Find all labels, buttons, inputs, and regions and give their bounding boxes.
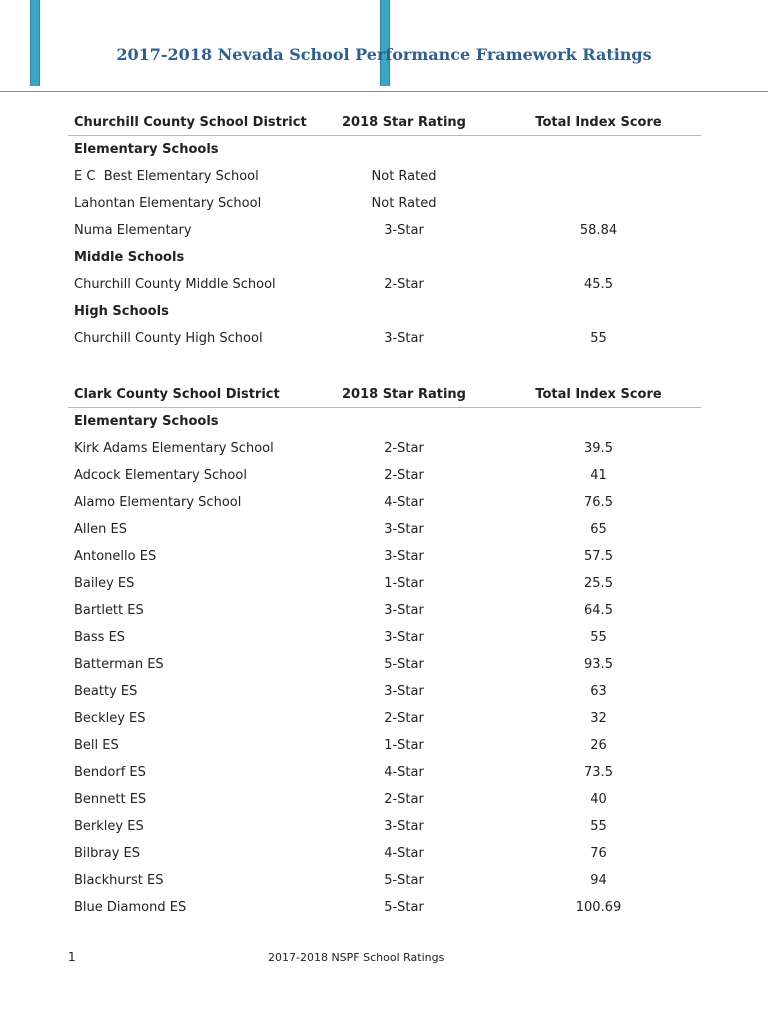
star-rating: Not Rated bbox=[371, 169, 437, 184]
school-name: Numa Elementary bbox=[74, 223, 192, 238]
table-row bbox=[68, 651, 701, 678]
table-row bbox=[68, 624, 701, 651]
header-index-score: Total Index Score bbox=[535, 115, 662, 130]
page-number: 1 bbox=[68, 950, 76, 964]
index-score: 65 bbox=[590, 522, 607, 537]
table-row bbox=[68, 705, 701, 732]
section-heading bbox=[68, 136, 701, 163]
section-label: Middle Schools bbox=[74, 250, 185, 265]
table-row bbox=[68, 570, 701, 597]
index-score: 57.5 bbox=[584, 549, 613, 564]
table-row bbox=[68, 462, 701, 489]
school-name: Bass ES bbox=[74, 630, 126, 645]
school-name: Berkley ES bbox=[74, 819, 144, 834]
school-name: Adcock Elementary School bbox=[74, 468, 247, 483]
table-row bbox=[68, 489, 701, 516]
table-row bbox=[68, 163, 701, 190]
school-name: Bendorf ES bbox=[74, 765, 146, 780]
index-score: 41 bbox=[590, 468, 607, 483]
page-title: 2017-2018 Nevada School Performance Framework Ratings bbox=[116, 45, 652, 64]
district-table-churchill bbox=[68, 109, 701, 352]
school-name: Bennett ES bbox=[74, 792, 147, 807]
school-name: Alamo Elementary School bbox=[74, 495, 242, 510]
school-name: Churchill County High School bbox=[74, 331, 263, 346]
index-score: 45.5 bbox=[584, 277, 613, 292]
school-name: Bartlett ES bbox=[74, 603, 144, 618]
index-score: 76 bbox=[590, 846, 607, 861]
section-heading bbox=[68, 408, 701, 435]
table-row bbox=[68, 435, 701, 462]
star-rating: 3-Star bbox=[384, 819, 424, 834]
section-label: Elementary Schools bbox=[74, 414, 219, 429]
table-header bbox=[68, 381, 701, 408]
star-rating: 3-Star bbox=[384, 223, 424, 238]
star-rating: 1-Star bbox=[384, 576, 424, 591]
index-score: 55 bbox=[590, 331, 607, 346]
header-index-score: Total Index Score bbox=[535, 387, 662, 402]
table-row bbox=[68, 840, 701, 867]
table-row bbox=[68, 516, 701, 543]
index-score: 73.5 bbox=[584, 765, 613, 780]
table-row bbox=[68, 759, 701, 786]
star-rating: 5-Star bbox=[384, 873, 424, 888]
star-rating: 3-Star bbox=[384, 603, 424, 618]
table-row bbox=[68, 190, 701, 217]
school-name: E C Best Elementary School bbox=[74, 169, 259, 184]
district-name: Churchill County School District bbox=[74, 115, 307, 130]
star-rating: 3-Star bbox=[384, 549, 424, 564]
table-row bbox=[68, 867, 701, 894]
index-score: 55 bbox=[590, 819, 607, 834]
header-star-rating: 2018 Star Rating bbox=[341, 115, 466, 130]
star-rating: 4-Star bbox=[384, 765, 424, 780]
index-score: 76.5 bbox=[584, 495, 613, 510]
index-score: 55 bbox=[590, 630, 607, 645]
table-row bbox=[68, 597, 701, 624]
star-rating: 2-Star bbox=[384, 441, 424, 456]
index-score: 40 bbox=[590, 792, 607, 807]
school-name: Beatty ES bbox=[74, 684, 138, 699]
table-row bbox=[68, 678, 701, 705]
decorative-bar-right bbox=[380, 0, 390, 86]
star-rating: 2-Star bbox=[384, 277, 424, 292]
index-score: 93.5 bbox=[584, 657, 613, 672]
decorative-bar-left bbox=[30, 0, 40, 86]
table-row bbox=[68, 271, 701, 298]
table-row bbox=[68, 786, 701, 813]
section-heading bbox=[68, 244, 701, 271]
table-row bbox=[68, 813, 701, 840]
section-label: High Schools bbox=[74, 304, 169, 319]
table-header bbox=[68, 109, 701, 136]
star-rating: 2-Star bbox=[384, 792, 424, 807]
header-star-rating: 2018 Star Rating bbox=[341, 387, 466, 402]
star-rating: Not Rated bbox=[371, 196, 437, 211]
star-rating: 2-Star bbox=[384, 468, 424, 483]
table-row bbox=[68, 543, 701, 570]
district-name: Clark County School District bbox=[74, 387, 280, 402]
star-rating: 2-Star bbox=[384, 711, 424, 726]
star-rating: 3-Star bbox=[384, 684, 424, 699]
school-name: Beckley ES bbox=[74, 711, 146, 726]
school-name: Blackhurst ES bbox=[74, 873, 164, 888]
school-name: Antonello ES bbox=[74, 549, 157, 564]
star-rating: 5-Star bbox=[384, 657, 424, 672]
district-table-clark bbox=[68, 381, 701, 921]
school-name: Kirk Adams Elementary School bbox=[74, 441, 274, 456]
star-rating: 4-Star bbox=[384, 495, 424, 510]
school-name: Allen ES bbox=[74, 522, 127, 537]
star-rating: 3-Star bbox=[384, 522, 424, 537]
index-score: 58.84 bbox=[579, 223, 618, 238]
index-score: 25.5 bbox=[584, 576, 613, 591]
index-score: 39.5 bbox=[584, 441, 613, 456]
star-rating: 3-Star bbox=[384, 630, 424, 645]
title-rule bbox=[0, 91, 768, 92]
star-rating: 5-Star bbox=[384, 900, 424, 915]
school-name: Bilbray ES bbox=[74, 846, 140, 861]
index-score: 26 bbox=[590, 738, 607, 753]
section-heading bbox=[68, 298, 701, 325]
star-rating: 3-Star bbox=[384, 331, 424, 346]
school-name: Blue Diamond ES bbox=[74, 900, 187, 915]
table-row bbox=[68, 217, 701, 244]
index-score: 63 bbox=[590, 684, 607, 699]
index-score: 64.5 bbox=[584, 603, 613, 618]
star-rating: 1-Star bbox=[384, 738, 424, 753]
school-name: Bell ES bbox=[74, 738, 119, 753]
school-name: Lahontan Elementary School bbox=[74, 196, 262, 211]
school-name: Bailey ES bbox=[74, 576, 135, 591]
table-row bbox=[68, 325, 701, 352]
table-row bbox=[68, 894, 701, 921]
footer-text: 2017-2018 NSPF School Ratings bbox=[268, 951, 445, 964]
index-score: 100.69 bbox=[575, 900, 622, 915]
star-rating: 4-Star bbox=[384, 846, 424, 861]
index-score: 32 bbox=[590, 711, 607, 726]
school-name: Batterman ES bbox=[74, 657, 164, 672]
index-score: 94 bbox=[590, 873, 607, 888]
section-label: Elementary Schools bbox=[74, 142, 219, 157]
table-row bbox=[68, 732, 701, 759]
school-name: Churchill County Middle School bbox=[74, 277, 276, 292]
